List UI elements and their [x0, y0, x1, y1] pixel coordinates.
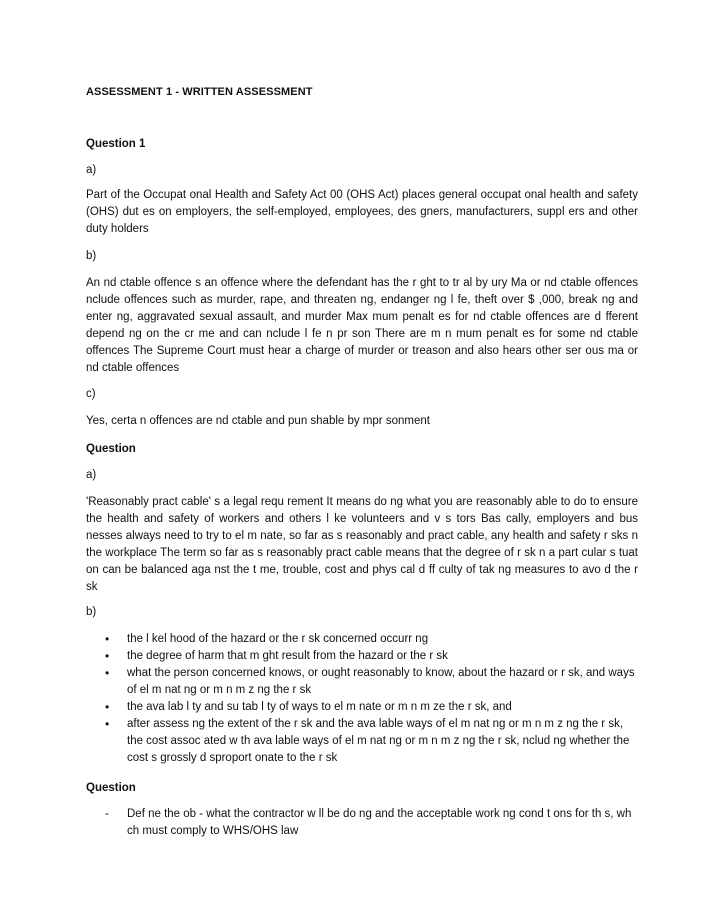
bullet-icon: •	[105, 700, 110, 714]
q1-part-a-label: a)	[86, 164, 97, 176]
bullet-icon: •	[105, 717, 110, 731]
bullet-icon: •	[105, 632, 110, 646]
q2-part-a-text: 'Reasonably pract cable' s a legal requ rement It means do ng what you are reasonably able to do to ensure the health and safety of workers and others l ke volunteers and v s tors Bas cally, employers and bus nesses always need to try to el m nate, so far as s reasonably and pract cable, any health and safety r sks n the workplace The term so far as s reasonably pract cable means that the degree of r sk n a part cular s tuat on can be balanced aga nst the t me, trouble, cost and phys cal d ff culty of tak ng measures to avo d the r sk	[86, 496, 638, 593]
document-title: ASSESSMENT 1 - WRITTEN ASSESSMENT	[86, 86, 313, 98]
q1-part-b-label: b)	[86, 250, 97, 262]
q1-part-a-text: Part of the Occupat onal Health and Safety Act 00 (OHS Act) places general occupat onal health and safety (OHS) dut es on employers, the self-employed, employees, des gners, manufacturers, suppl ers and other duty holders	[86, 189, 638, 235]
q3-items-list	[86, 806, 638, 840]
q2-factors-list	[86, 631, 638, 767]
q1-part-c-text: Yes, certa n offences are nd ctable and pun shable by mpr sonment	[86, 415, 430, 427]
question-1-heading: Question 1	[86, 138, 146, 150]
list-item: • the degree of harm that m ght result from the hazard or the r sk	[105, 649, 448, 663]
list-item: • the l kel hood of the hazard or the r sk concerned occurr ng	[105, 632, 429, 646]
list-item: • after assess ng the extent of the r sk and the ava lable ways of el m nat ng or m n m z ng the r sk, the cost assoc ated w th ava lable ways of el m nat ng or m n m z ng the r sk, nclud ng whether the cost s grossly d sproport onate to the r sk	[105, 717, 630, 764]
q1-part-b-text: An nd ctable offence s an offence where the defendant has the r ght to tr al by ury Ma or nd ctable offences nclude offences such as murder, rape, and threaten ng, endanger ng l fe, theft over $ ,000, break ng and enter ng, aggravated sexual assault, and murder Max mum penalt es for nd ctable offences are d fferent depend ng on the cr me and can nclude l fe n pr son There are m n mum penalt es for some nd ctable offences The Supreme Court must hear a charge of murder or treason and also hears other ser ous ma or nd ctable offences	[86, 277, 638, 374]
dash-icon: -	[105, 808, 109, 820]
q2-part-b-label: b)	[86, 606, 97, 618]
q1-part-c-label: c)	[86, 388, 96, 400]
question-2-heading: Question	[86, 443, 136, 455]
list-item: • the ava lab l ty and su tab l ty of ways to el m nate or m n m ze the r sk, and	[105, 700, 512, 714]
question-3-heading: Question	[86, 782, 136, 794]
bullet-icon: •	[105, 649, 110, 663]
list-item: - Def ne the ob - what the contractor w ll be do ng and the acceptable work ng cond t ons for th s, wh ch must comply to WHS/OHS law	[105, 808, 632, 837]
q2-part-a-label: a)	[86, 469, 97, 481]
bullet-icon: •	[105, 666, 110, 680]
list-item: • what the person concerned knows, or ought reasonably to know, about the hazard or r sk, and ways of el m nat ng or m n m z ng the r sk	[105, 666, 635, 696]
